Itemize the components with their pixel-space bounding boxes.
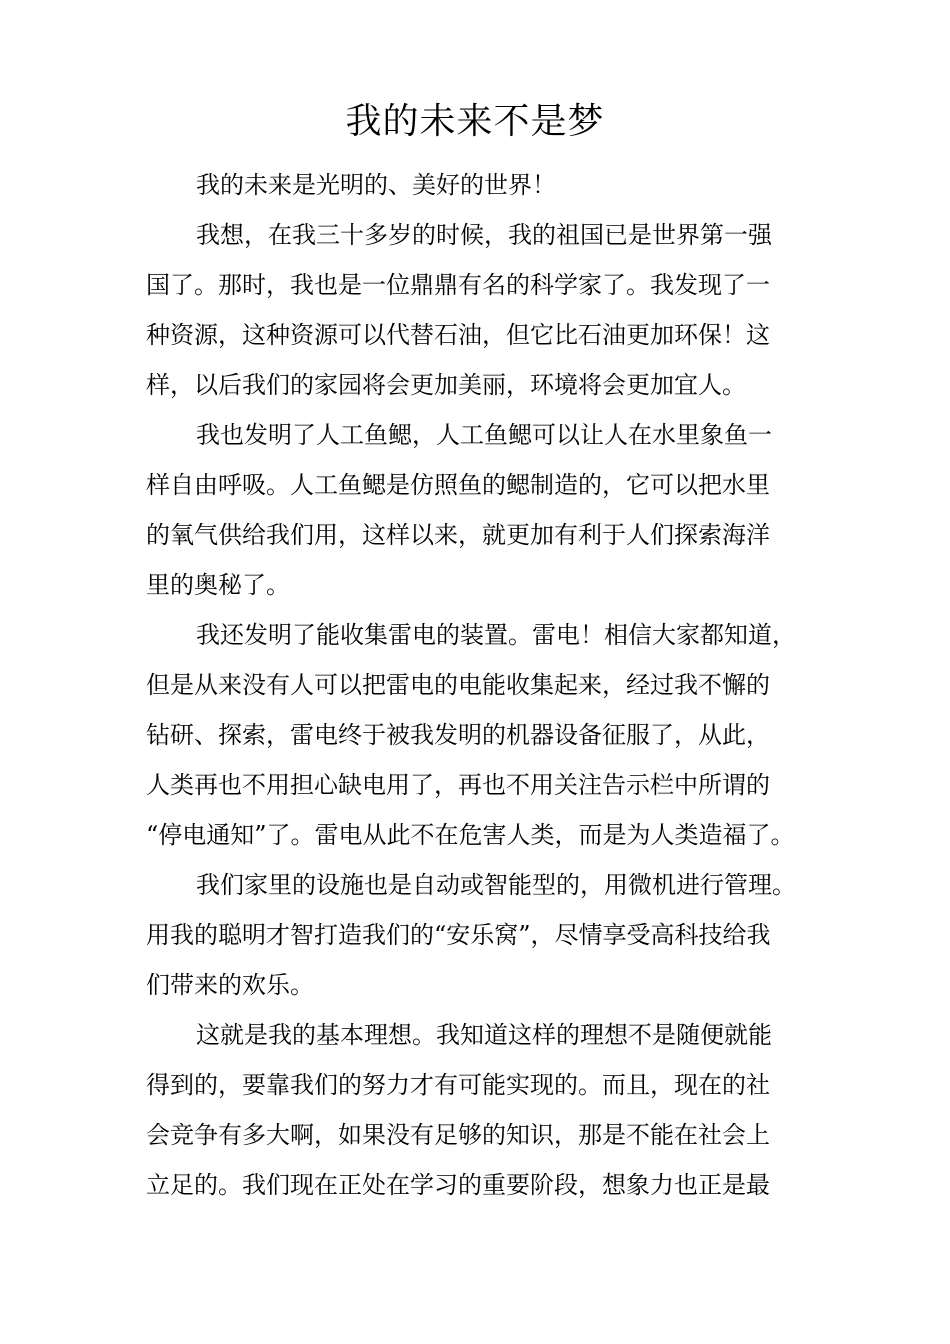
- paragraph-1: [146, 160, 812, 210]
- paragraph-6: [146, 1010, 812, 1210]
- paragraph-line: 里的奥秘了。: [146, 571, 290, 599]
- paragraph-line: 的氧气供给我们用，这样以来，就更加有利于人们探索海洋: [146, 521, 770, 549]
- paragraph-line: 用我的聪明才智打造我们的“安乐窝”，尽情享受高科技给我: [146, 921, 771, 949]
- paragraph-line: 得到的，要靠我们的努力才有可能实现的。而且，现在的社: [146, 1071, 770, 1099]
- paragraph-4: [146, 610, 812, 860]
- paragraph-line: 样自由呼吸。人工鱼鳃是仿照鱼的鳃制造的，它可以把水里: [146, 471, 770, 499]
- paragraph-line: 我也发明了人工鱼鳃，人工鱼鳃可以让人在水里象鱼一: [196, 421, 772, 449]
- paragraph-line: 我们家里的设施也是自动或智能型的，用微机进行管理。: [196, 871, 796, 899]
- document-body: [146, 160, 812, 1210]
- paragraph-line: 人类再也不用担心缺电用了，再也不用关注告示栏中所谓的: [146, 771, 770, 799]
- paragraph-3: [146, 410, 812, 610]
- paragraph-line: 立足的。我们现在正处在学习的重要阶段，想象力也正是最: [146, 1171, 770, 1199]
- paragraph-line: 们带来的欢乐。: [146, 971, 314, 999]
- paragraph-line: 会竞争有多大啊，如果没有足够的知识，那是不能在社会上: [146, 1121, 770, 1149]
- paragraph-line: 我的未来是光明的、美好的世界！: [196, 171, 556, 199]
- paragraph-line: 国了。那时，我也是一位鼎鼎有名的科学家了。我发现了一: [146, 271, 770, 299]
- paragraph-5: [146, 860, 812, 1010]
- paragraph-line: 样，以后我们的家园将会更加美丽，环境将会更加宜人。: [146, 371, 746, 399]
- document-title: 我的未来不是梦: [345, 101, 605, 142]
- paragraph-line: 但是从来没有人可以把雷电的电能收集起来，经过我不懈的: [146, 671, 770, 699]
- paragraph-line: 种资源，这种资源可以代替石油，但它比石油更加环保！这: [146, 321, 770, 349]
- paragraph-2: [146, 210, 812, 410]
- paragraph-line: 我想，在我三十多岁的时候，我的祖国已是世界第一强: [196, 221, 772, 249]
- paragraph-line: “停电通知”了。雷电从此不在危害人类，而是为人类造福了。: [146, 821, 795, 849]
- paragraph-line: 钻研、探索，雷电终于被我发明的机器设备征服了，从此，: [146, 721, 770, 749]
- paragraph-line: 这就是我的基本理想。我知道这样的理想不是随便就能: [196, 1021, 772, 1049]
- paragraph-line: 我还发明了能收集雷电的装置。雷电！相信大家都知道，: [196, 621, 796, 649]
